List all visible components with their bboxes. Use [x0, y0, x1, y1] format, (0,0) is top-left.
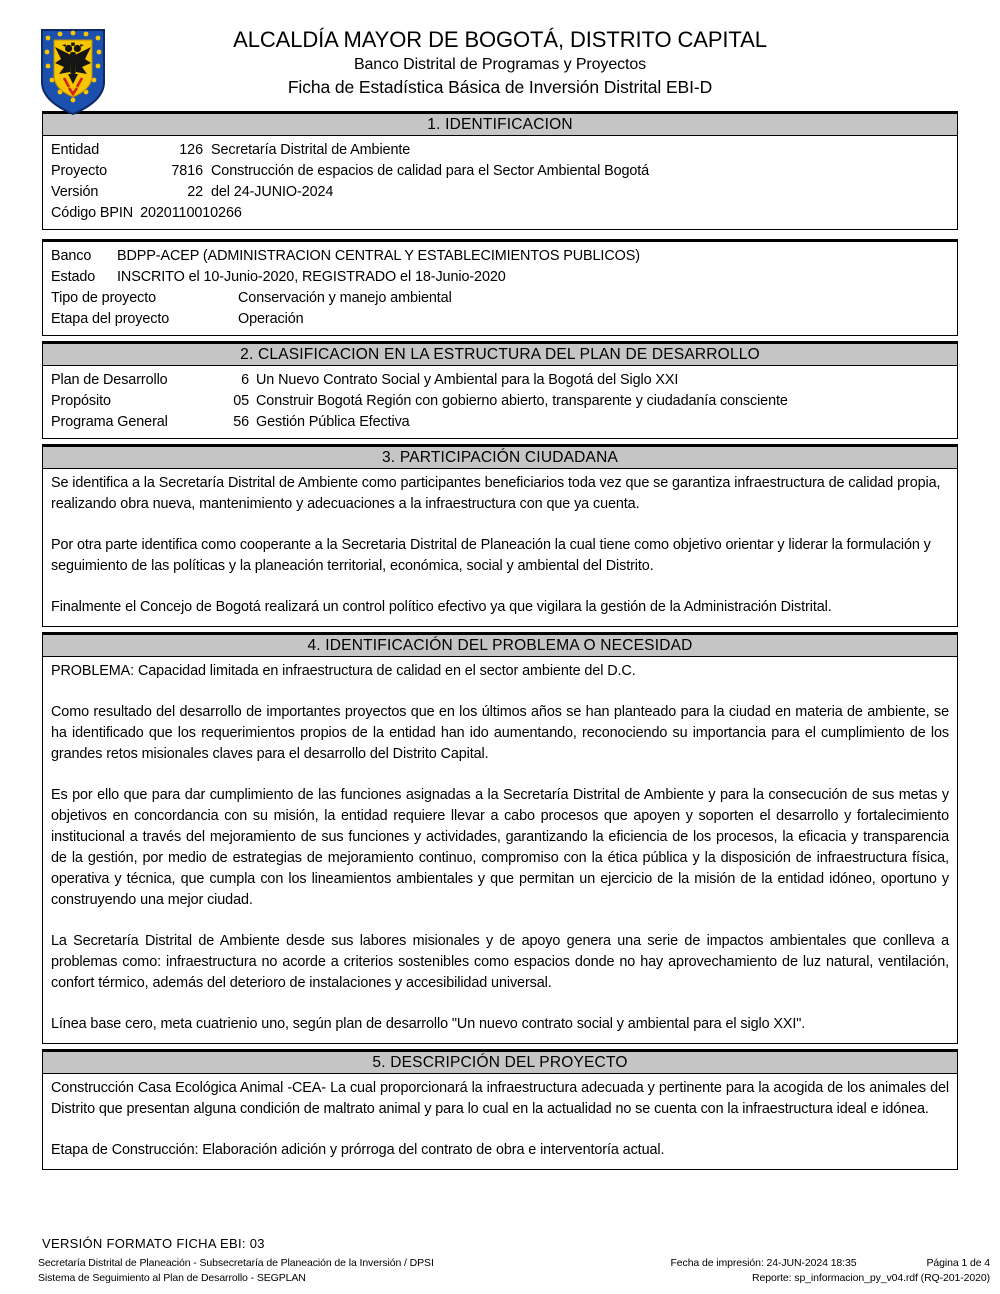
section-descripcion [42, 1049, 958, 1170]
problema-paragraph: PROBLEMA: Capacidad limitada en infraestructura de calidad en el sector ambiente del D.C. [51, 663, 636, 679]
participacion-paragraph: Se identifica a la Secretaría Distrital de Ambiente como participantes beneficiarios toda vez que se garantiza infraestructura de calidad propia, realizando obra nueva, mantenimiento y adecuaciones a la infraestructura con que ya cuenta. [51, 475, 941, 512]
field-label: Banco [51, 248, 92, 264]
field-label: Propósito [51, 393, 111, 409]
participacion-paragraph: Finalmente el Concejo de Bogotá realizará un control político efectivo ya que vigilara la gestión de la Administración Distrital. [51, 599, 832, 615]
field-etapa-proyecto [51, 309, 949, 330]
descripcion-paragraph: Etapa de Construcción: Elaboración adición y prórroga del contrato de obra e interventoría actual. [51, 1142, 665, 1158]
section-identificacion [42, 111, 958, 230]
field-label: Etapa del proyecto [51, 311, 170, 327]
document-title: ALCALDÍA MAYOR DE BOGOTÁ, DISTRITO CAPITAL [233, 27, 767, 52]
field-value: INSCRITO el 10-Junio-2020, REGISTRADO el 18-Junio-2020 [117, 269, 506, 285]
section-participacion-title: 3. PARTICIPACIÓN CIUDADANA [43, 447, 957, 469]
field-code: 56 [233, 414, 249, 430]
report-id: Reporte: sp_informacion_py_v04.rdf (RQ-201-2020) [752, 1272, 990, 1284]
field-code: 22 [187, 184, 203, 200]
field-label: Plan de Desarrollo [51, 372, 168, 388]
section-clasificacion-title: 2. CLASIFICACION EN LA ESTRUCTURA DEL PLAN DE DESARROLLO [43, 344, 957, 366]
section-problema [42, 632, 958, 1044]
problema-paragraph: Línea base cero, meta cuatrienio uno, según plan de desarrollo "Un nuevo contrato social y ambiental para el siglo XXI". [51, 1016, 806, 1032]
field-value: Construcción de espacios de calidad para el Sector Ambiental Bogotá [211, 163, 650, 179]
section-participacion [42, 444, 958, 627]
field-label: Tipo de proyecto [51, 290, 157, 306]
field-codigo-bpin [51, 203, 949, 224]
field-programa-general [51, 412, 949, 433]
field-value: Operación [238, 311, 304, 327]
field-label: Versión [51, 184, 99, 200]
problema-paragraph: Como resultado del desarrollo de importantes proyectos que en los últimos años se han planteado para la ciudad en materia de ambiente, se ha identificado que los requerimientos propios de la entidad han ido aumentando, reconociendo su importancia para el cumplimiento de los grandes retos misionales claves para el desarrollo del Distrito Capital. [51, 704, 949, 762]
field-version [51, 182, 949, 203]
field-value: Gestión Pública Efectiva [256, 414, 410, 430]
page-number: Página 1 de 4 [926, 1257, 990, 1269]
field-label: Código BPIN [51, 205, 134, 221]
footer-system-line: Sistema de Seguimiento al Plan de Desarrollo - SEGPLAN [38, 1272, 306, 1284]
footer-entity-line: Secretaría Distrital de Planeación - Subsecretaría de Planeación de la Inversión / DPSI [38, 1257, 434, 1269]
page-footer [0, 1230, 1000, 1286]
section-clasificacion [42, 341, 958, 439]
bogota-coat-of-arms-icon [40, 28, 106, 116]
section-problema-title: 4. IDENTIFICACIÓN DEL PROBLEMA O NECESIDAD [43, 635, 957, 657]
format-version: VERSIÓN FORMATO FICHA EBI: 03 [42, 1236, 265, 1251]
field-plan-desarrollo [51, 370, 949, 391]
field-code: 6 [241, 372, 249, 388]
field-proyecto [51, 161, 949, 182]
problema-paragraph: Es por ello que para dar cumplimiento de las funciones asignadas a la Secretaría Distrital de Ambiente y para la consecución de sus metas y objetivos en concordancia con su misión, la entidad requiere llevar a cabo procesos que apoyen y soporten el desarrollo y fortalecimiento institucional a través del mejoramiento de sus funciones y actividades, garantizando la eficiencia de los procesos, la eficacia y transparencia de la gestión, por medio de estrategias de mejoramiento continuo, compromiso con la ética pública y la disposición de infraestructura física, operativa y técnica, que cumpla con los lineamientos ambientales y que permitan un ejercicio de la misión de la entidad idóneo, oportuno y construyendo una mejor ciudad. [51, 787, 949, 908]
field-label: Estado [51, 269, 96, 285]
field-entidad [51, 140, 949, 161]
field-label: Entidad [51, 142, 100, 158]
field-value: Construir Bogotá Región con gobierno abierto, transparente y ciudadanía consciente [256, 393, 788, 409]
field-value: Un Nuevo Contrato Social y Ambiental para la Bogotá del Siglo XXI [256, 372, 679, 388]
document-subtitle-2: Ficha de Estadística Básica de Inversión Distrital EBI-D [287, 77, 713, 97]
field-code: 7816 [171, 163, 203, 179]
field-banco [51, 246, 949, 267]
field-proposito [51, 391, 949, 412]
section-descripcion-title: 5. DESCRIPCIÓN DEL PROYECTO [43, 1052, 957, 1074]
field-tipo-proyecto [51, 288, 949, 309]
field-value: Conservación y manejo ambiental [238, 290, 452, 306]
section-identificacion-title: 1. IDENTIFICACION [43, 114, 957, 136]
field-code: 126 [179, 142, 203, 158]
field-estado [51, 267, 949, 288]
field-label: Programa General [51, 414, 168, 430]
participacion-paragraph: Por otra parte identifica como cooperante a la Secretaria Distrital de Planeación la cual tiene como objetivo orientar y liderar la formulación y seguimiento de las políticas y la planeación territorial, económica, social y ambiental del Distrito. [51, 537, 931, 574]
document-header [0, 0, 1000, 100]
field-label: Proyecto [51, 163, 107, 179]
field-value: 2020110010266 [140, 205, 242, 221]
field-code: 05 [233, 393, 249, 409]
problema-paragraph: La Secretaría Distrital de Ambiente desde sus labores misionales y de apoyo genera una serie de impactos ambientales que conlleva a problemas como: infraestructura no acorde a criterios sostenibles como espacios donde no hay aprovechamiento de luz natural, ventilación, confort térmico, además del deterioro de instalaciones y accesibilidad universal. [51, 933, 949, 991]
field-value: Secretaría Distrital de Ambiente [211, 142, 411, 158]
field-value: BDPP-ACEP (ADMINISTRACION CENTRAL Y ESTABLECIMIENTOS PUBLICOS) [117, 248, 640, 264]
document-subtitle-1: Banco Distrital de Programas y Proyectos [353, 56, 647, 73]
field-value: del 24-JUNIO-2024 [211, 184, 334, 200]
section-registro [42, 239, 958, 336]
descripcion-paragraph: Construcción Casa Ecológica Animal -CEA- La cual proporcionará la infraestructura adecuada y pertinente para la acogida de los animales del Distrito que presentan alguna condición de maltrato animal y para lo cual en la actualidad no se cuenta con la infraestructura ideal e idónea. [51, 1080, 949, 1117]
print-date: Fecha de impresión: 24-JUN-2024 18:35 [670, 1257, 857, 1269]
